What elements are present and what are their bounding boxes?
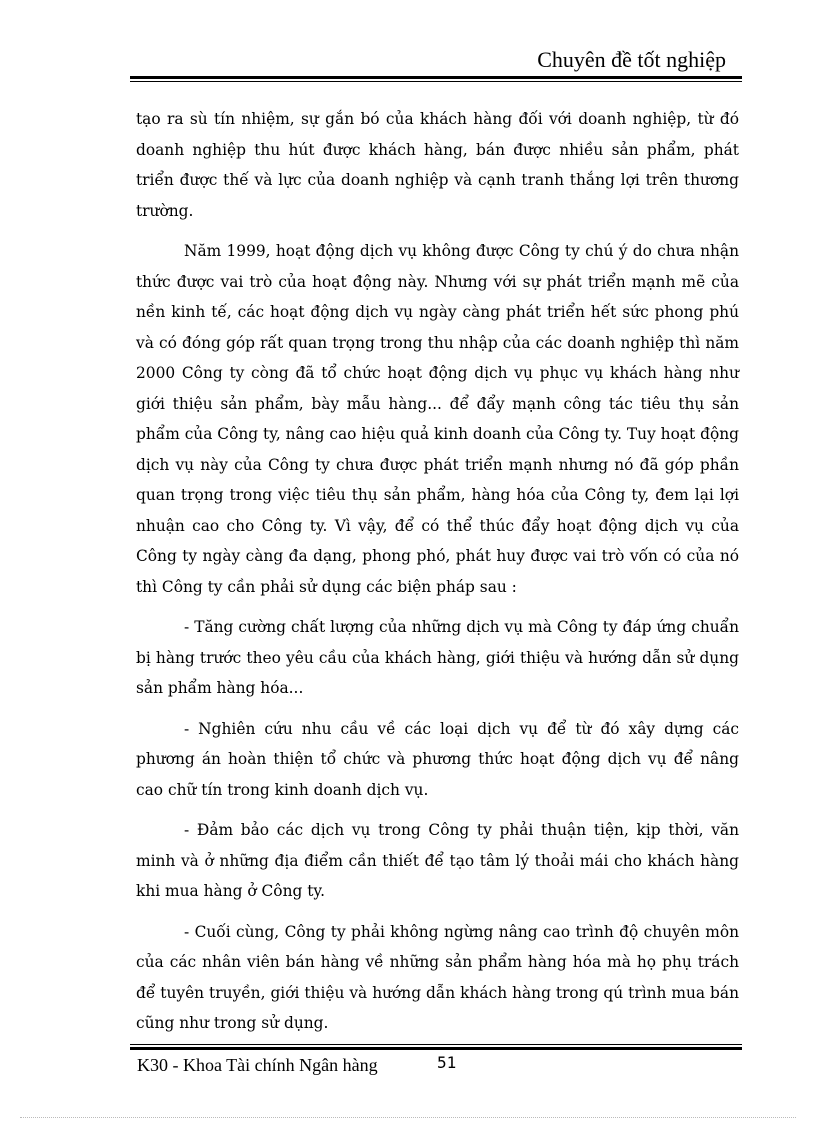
- measure-research: - Nghiên cứu nhu cầu về các loại dịch vụ để từ đó xây dựng các phương án hoàn thiện tổ chức và phương thức hoạt động dịch vụ để nâng cao chữ tín trong kinh doanh dịch vụ.: [136, 719, 739, 799]
- page-number: 51: [437, 1053, 457, 1072]
- header-rule-thin: [130, 81, 742, 82]
- footer-rule-thick: [130, 1047, 742, 1050]
- paragraph-continuation: tạo ra sù tín nhiệm, sự gắn bó của khách hàng đối với doanh nghiệp, từ đó doanh nghiệp thu hút được khách hàng, bán được nhiều sản phẩm, phát triển được thế và lực của doanh nghiệp và cạnh tranh thắng lợi trên thương trường.: [136, 110, 739, 220]
- running-header-title: Chuyên đề tốt nghiệp: [537, 47, 726, 72]
- footer-rule-thin: [130, 1044, 742, 1045]
- measure-quality: - Tăng cường chất lượng của những dịch vụ mà Công ty đáp ứng chuẩn bị hàng trước theo yêu cầu của khách hàng, giới thiệu và hướng dẫn sử dụng sản phẩm hàng hóa...: [136, 618, 739, 697]
- paragraph-services-1999: Năm 1999, hoạt động dịch vụ không được Công ty chú ý do chưa nhận thức được vai trò của hoạt động này. Nhưng với sự phát triển mạnh mẽ của nền kinh tế, các hoạt động dịch vụ ngày càng phát triển hết sức phong phú và có đóng góp rất quan trọng trong thu nhập của các doanh nghiệp thì năm 2000 Công ty còng đã tổ chức hoạt động dịch vụ phục vụ khách hàng như giới thiệu sản phẩm, bày mẫu hàng... để đẩy mạnh công tác tiêu thụ sản phẩm của Công ty, nâng cao hiệu quả kinh doanh của Công ty. Tuy hoạt động dịch vụ này của Công ty chưa được phát triển mạnh nhưng nó đã góp phần quan trọng trong việc tiêu thụ sản phẩm, hàng hóa của Công ty, đem lại lợi nhuận cao cho Công ty. Vì vậy, để có thể thúc đẩy hoạt động dịch vụ của Công ty ngày càng đa dạng, phong phó, phát huy được vai trò vốn có của nó thì Công ty cần phải sử dụng các biện pháp sau :: [136, 242, 739, 596]
- measure-staff-training: - Cuối cùng, Công ty phải không ngừng nâng cao trình độ chuyên môn của các nhân viên bán hàng về những sản phẩm hàng hóa mà họ phụ trách để tuyên truyền, giới thiệu và hướng dẫn khách hàng trong qú trình mua bán cũng như trong sử dụng.: [136, 922, 739, 1032]
- header-rule-thick: [130, 76, 742, 79]
- footer-department: K30 - Khoa Tài chính Ngân hàng: [137, 1055, 378, 1075]
- body-text: [136, 104, 739, 1049]
- measure-convenience: - Đảm bảo các dịch vụ trong Công ty phải thuận tiện, kịp thời, văn minh và ở những địa điểm cần thiết để tạo tâm lý thoải mái cho khách hàng khi mua hàng ở Công ty.: [136, 821, 739, 900]
- page-edge-dotted-line: [20, 1117, 796, 1118]
